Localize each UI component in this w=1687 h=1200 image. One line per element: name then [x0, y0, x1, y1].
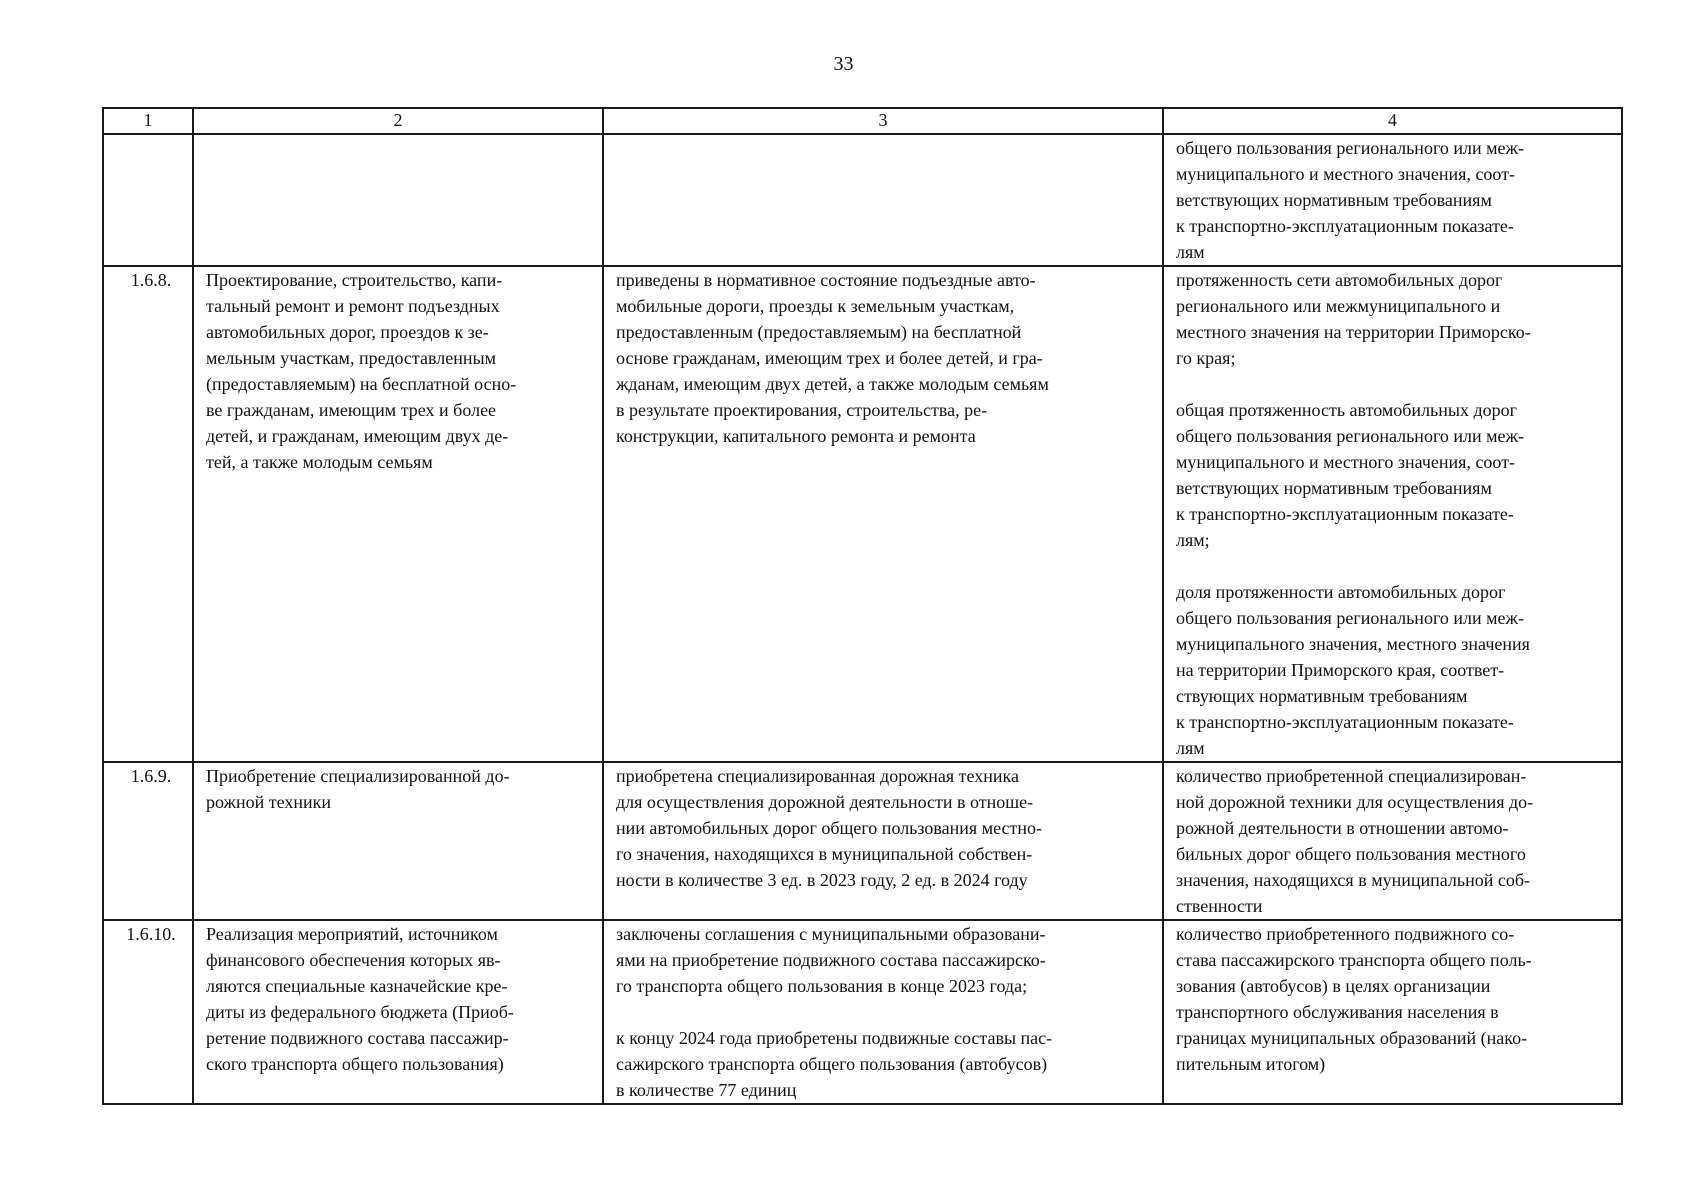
table-header-row	[103, 108, 1622, 134]
column-header-1: 1	[103, 108, 193, 134]
cell-paragraph: общего пользования регионального или меж- муниципального и местного значения, соот- ветствующих нормативным требованиям к транспортно-эксплуатационным показате- лям	[1176, 138, 1524, 262]
cell-paragraph: Приобретение специализированной до- рожной техники	[206, 766, 510, 812]
row-number-cell: 1.6.9.	[103, 762, 193, 920]
activity-cell	[193, 762, 603, 920]
cell-paragraph: заключены соглашения с муниципальными образовани- ями на приобретение подвижного состава пассажирско- го транспорта общего пользования в конце 2023 года;	[616, 924, 1046, 996]
cell-paragraph: общая протяженность автомобильных дорог общего пользования регионального или меж- муниципального и местного значения, соот- ветствующих нормативным требованиям к транспортно-эксплуатационным показате- лям;	[1176, 400, 1524, 550]
column-header-4: 4	[1163, 108, 1622, 134]
cell-paragraph: приведены в нормативное состояние подъездные авто- мобильные дороги, проезды к земельным участкам, предоставленным (предоставляемым) на бесплатной основе гражданам, имеющим трех и более детей, и гра- жданам, имеющим двух детей, а также молодым семьям в результате проектирования, строительства, ре- конструкции, капитального ремонта и ремонта	[616, 270, 1049, 446]
cell-paragraph: Проектирование, строительство, капи- тальный ремонт и ремонт подъездных автомобильных дорог, проездов к зе- мельным участкам, предоставленным (предоставляемым) на бесплатной осно- ве гражданам, имеющим трех и более детей, и гражданам, имеющим двух де- тей, а также молодым семьям	[206, 270, 517, 472]
result-cell	[603, 266, 1163, 762]
indicator-cell	[1163, 920, 1622, 1104]
page-number: 33	[833, 53, 854, 75]
row-number-cell: 1.6.10.	[103, 920, 193, 1104]
indicator-cell	[1163, 134, 1622, 266]
result-cell	[603, 134, 1163, 266]
result-cell	[603, 920, 1163, 1104]
cell-paragraph: количество приобретенного подвижного со- става пассажирского транспорта общего поль- зования (автобусов) в целях организации транспортного обслуживания населения в границах муниципальных образований (нако- пительным итогом)	[1176, 924, 1532, 1074]
row-number-cell	[103, 134, 193, 266]
activity-cell	[193, 134, 603, 266]
table-row	[103, 266, 1622, 762]
cell-paragraph: приобретена специализированная дорожная техника для осуществления дорожной деятельности в отноше- нии автомобильных дорог общего пользования местно- го значения, находящихся в муниципальной собствен- ности в количестве 3 ед. в 2023 году, 2 ед. в 2024 году	[616, 766, 1043, 890]
cell-paragraph: к концу 2024 года приобретены подвижные составы пас- сажирского транспорта общего пользования (автобусов) в количестве 77 единиц	[616, 1028, 1053, 1100]
row-number-cell: 1.6.8.	[103, 266, 193, 762]
table-row	[103, 762, 1622, 920]
column-header-2: 2	[193, 108, 603, 134]
cell-paragraph: количество приобретенной специализирован- ной дорожной техники для осуществления до- рожной деятельности в отношении автомо- бильных дорог общего пользования местного значения, находящихся в муниципальной соб- ственности	[1176, 766, 1534, 916]
column-header-3: 3	[603, 108, 1163, 134]
cell-paragraph: протяженность сети автомобильных дорог регионального или межмуниципального и местного значения на территории Приморско- го края;	[1176, 270, 1531, 368]
table-row	[103, 920, 1622, 1104]
table-row	[103, 134, 1622, 266]
indicator-cell	[1163, 266, 1622, 762]
result-cell	[603, 762, 1163, 920]
cell-paragraph: доля протяженности автомобильных дорог общего пользования регионального или меж- муниципального значения, местного значения на территории Приморского края, соответ- ствующих нормативным требованиям к транспортно-эксплуатационным показате- лям	[1176, 582, 1530, 758]
cell-paragraph: Реализация мероприятий, источником финансового обеспечения которых яв- ляются специальные казначейские кре- диты из федерального бюджета (Приоб- ретение подвижного состава пассажир- ского транспорта общего пользования)	[206, 924, 514, 1074]
indicator-cell	[1163, 762, 1622, 920]
measures-table	[102, 107, 1623, 1105]
activity-cell	[193, 920, 603, 1104]
activity-cell	[193, 266, 603, 762]
